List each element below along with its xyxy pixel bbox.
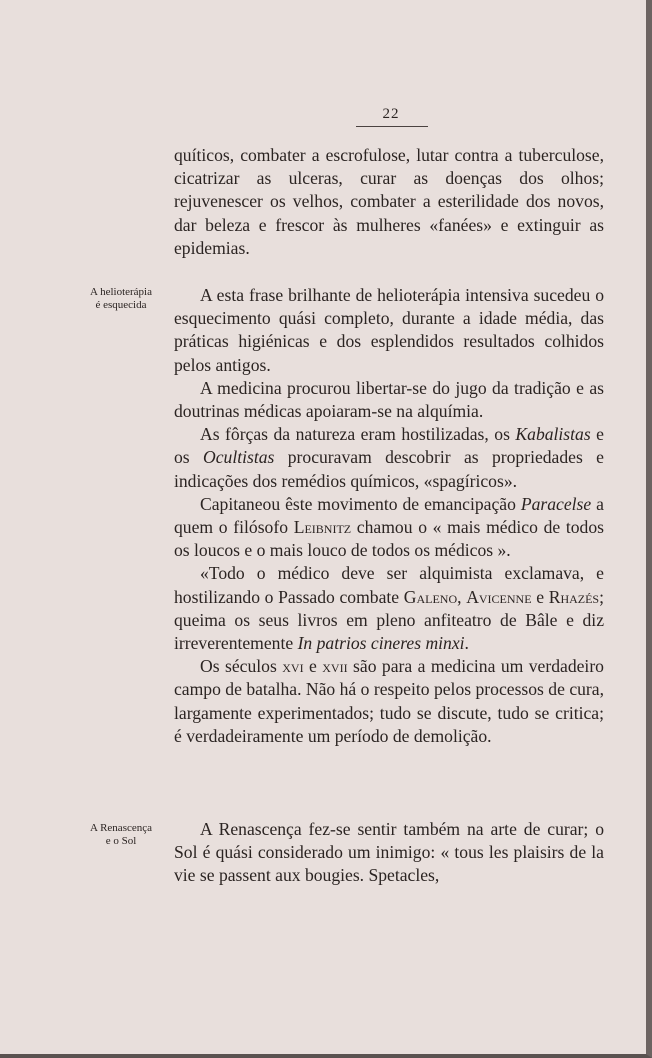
margin-note-helioterapia bbox=[72, 286, 170, 312]
margin-note-line: A helioterápia bbox=[89, 286, 152, 298]
italic-name: Paracelse bbox=[520, 493, 592, 514]
paragraph: A Renascença fez-se sentir também na arte de curar; o Sol é quási considerado um inimigo: « tous les plaisirs de la vie se passent aux bougies. Spetacles, bbox=[174, 819, 604, 886]
small-caps-numeral: xvi bbox=[282, 656, 304, 677]
italic-term: Ocultistas bbox=[203, 447, 275, 468]
paragraph: quíticos, combater a escrofulose, lutar contra a tuberculose, cicatrizar as ulceras, curar as doenças dos olhos; rejuvenescer os velhos, combater a esterilidade dos novos, dar beleza e frescor às mulheres «fanées» e extinguir as epidemias. bbox=[174, 145, 604, 258]
small-caps-name: Avicenne bbox=[466, 586, 532, 607]
paragraph bbox=[174, 377, 604, 423]
paragraph: A esta frase brilhante de helioterápia intensiva sucedeu o esquecimento quási completo, durante a idade média, das práticas higiénicas e dos esplendidos resultados colhidos pelos antigos. bbox=[174, 285, 604, 375]
paragraph-text: , bbox=[457, 586, 467, 607]
paragraph-text: Capitaneou êste movimento de emancipação bbox=[200, 493, 521, 514]
paragraph bbox=[174, 423, 604, 493]
paragraph-text: procuravam descobrir as propriedades e indicações dos remédios químicos, «spagíricos». bbox=[174, 447, 604, 491]
small-caps-name: Leibnitz bbox=[293, 517, 352, 538]
paragraph-text: «Todo o médico deve ser alquimista exclamava, e hostilizando o Passado combate bbox=[174, 563, 604, 607]
paragraph-text: . bbox=[464, 633, 469, 654]
paragraph bbox=[174, 562, 604, 655]
paragraph-text: Os séculos bbox=[200, 656, 283, 677]
text-block-renascenca bbox=[174, 818, 604, 888]
paragraph-text: e bbox=[531, 586, 549, 607]
margin-note-line: e o Sol bbox=[105, 835, 137, 847]
margin-note-renascenca bbox=[72, 822, 170, 848]
paragraph-text: e os bbox=[174, 424, 604, 468]
page-number-rule bbox=[356, 126, 428, 127]
italic-quote: In patrios cineres minxi bbox=[297, 633, 465, 654]
page-number: 22 bbox=[382, 106, 400, 122]
paragraph-text: a quem o filósofo bbox=[174, 493, 604, 538]
paragraph-text: A medicina procurou libertar-se do jugo da tradição e as doutrinas médicas apoiaram-se na alquímia. bbox=[174, 377, 604, 422]
paragraph-text: são para a medicina um verdadeiro campo de batalha. Não há o respeito pelos processos de cura, largamente experimentados; tudo se discute, tudo se critica; é verdadeiramente um período de demolição. bbox=[174, 656, 604, 746]
paragraph bbox=[174, 493, 604, 563]
text-block-main bbox=[174, 284, 604, 748]
paragraph-text: ; queima os seus livros em pleno anfiteatro de Bâle e diz irreverentemente bbox=[174, 586, 604, 654]
small-caps-name: Galeno bbox=[403, 586, 458, 607]
small-caps-numeral: xvii bbox=[322, 656, 348, 677]
paragraph-text: chamou o « mais médico de todos os loucos e o mais louco de todos os médicos ». bbox=[174, 517, 604, 561]
small-caps-name: Rhazés bbox=[548, 586, 600, 607]
paragraph-text: As fôrças da natureza eram hostilizadas, os bbox=[200, 424, 516, 445]
margin-note-line: é esquecida bbox=[95, 299, 147, 311]
paragraph bbox=[174, 655, 604, 748]
text-block-continuation bbox=[174, 144, 604, 260]
margin-note-line: A Renascença bbox=[90, 822, 152, 834]
italic-term: Kabalistas bbox=[515, 424, 591, 445]
paragraph-text: e bbox=[303, 656, 323, 677]
